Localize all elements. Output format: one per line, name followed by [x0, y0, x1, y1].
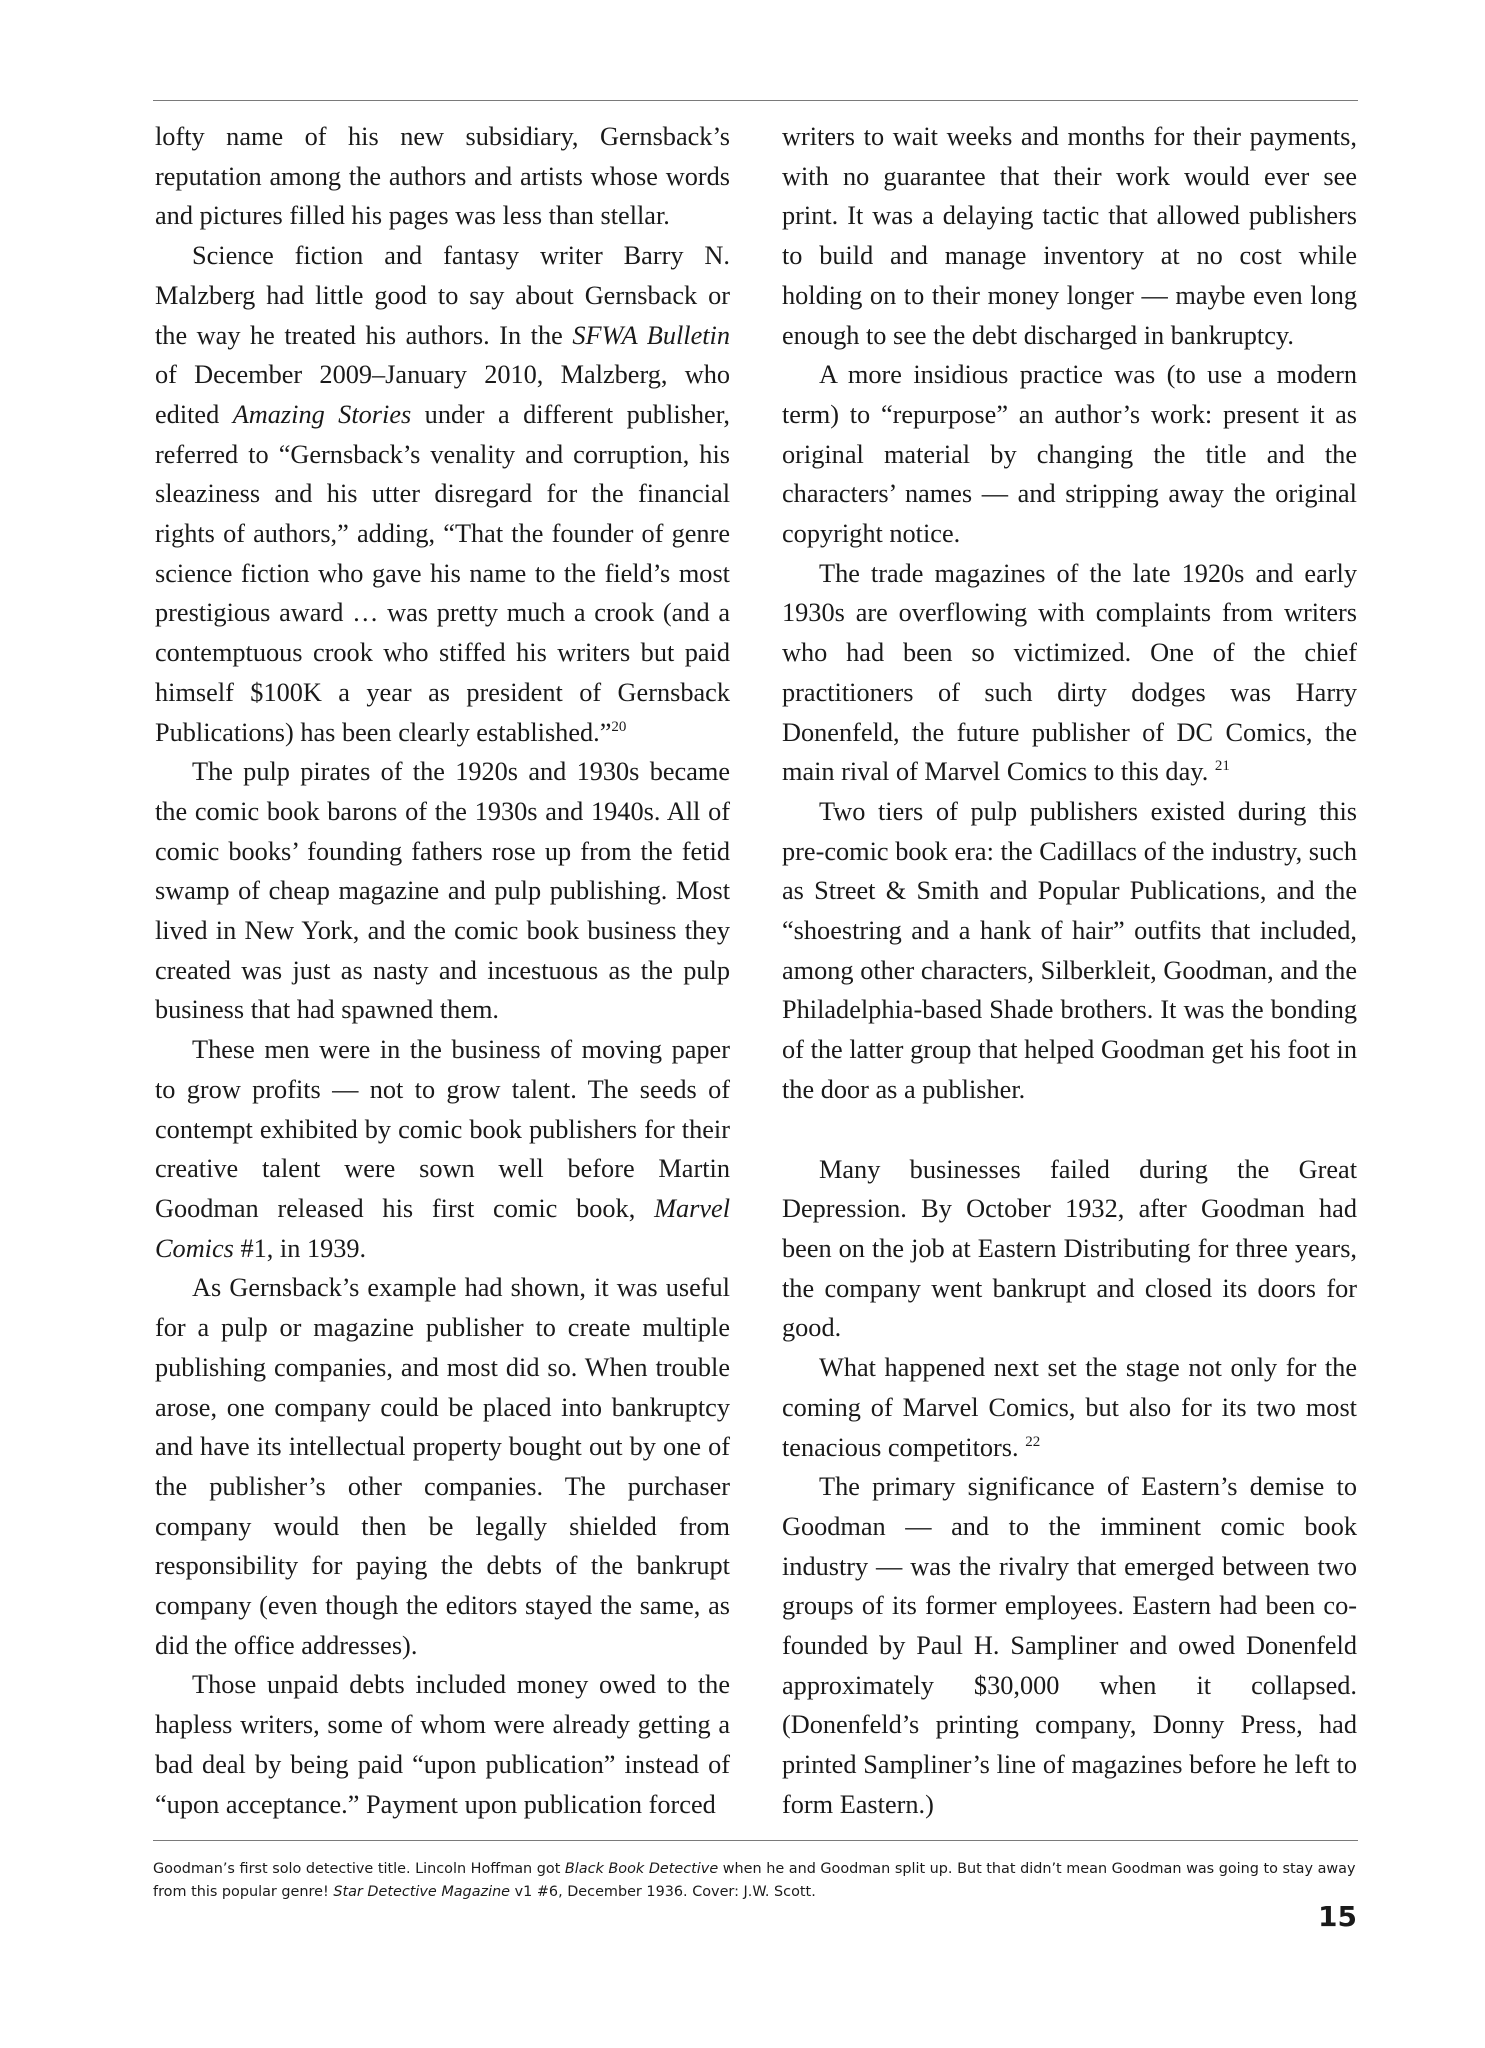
paragraph: These men were in the business of moving paper to grow profits — not to grow talent. The seeds of contempt exhibited by comic book publishers for their creative talent were sown well before Martin Goodman released his first comic book, Marvel Comics #1, in 1939. [155, 1035, 730, 1263]
paragraph: Many businesses failed during the Great Depression. By October 1932, after Goodman had been on the job at Eastern Distributing for three years, the company went bankrupt and closed its doors for good. [782, 1154, 1357, 1343]
paragraph: What happened next set the stage not only for the coming of Marvel Comics, but also for its two most tenacious competitors. $^{22}$ [782, 1353, 1357, 1462]
footnote-ref: 21 [1214, 758, 1230, 775]
paragraph: A more insidious practice was (to use a modern term) to “repurpose” an author’s work: present it as original material by changing the title and the characters’ names — and stripping away the original copyright notice. [782, 360, 1357, 549]
paragraph: Science fiction and fantasy writer Barry N. Malzberg had little good to say about Gernsback or the way he treated his authors. In the SFWA Bulletin of December 2009–January 2010, Malzberg, who edited Amazing Stories under a different publisher, referred to “Gernsback’s venality and corruption, his sleaziness and his utter disregard for the financial rights of authors,” adding, “That the founder of genre science fiction who gave his name to the field’s most prestigious award … was pretty much a crook (and a contemptuous crook who stiffed his writers but paid himself $100K a year as president of Gernsback Publications) has been clearly established.”$^{20}$ [155, 241, 731, 747]
paragraph: The trade magazines of the late 1920s and early 1930s are overflowing with complaints from writers who had been so victimized. One of the chief practitioners of such dirty dodges was Harry Donenfeld, the future publisher of DC Comics, the main rival of Marvel Comics to this day. $^{21}$ [782, 558, 1357, 787]
footnote-ref: 22 [1025, 1433, 1041, 1450]
paragraph: As Gernsback’s example had shown, it was useful for a pulp or magazine publisher to create multiple publishing companies, and most did so. When trouble arose, one company could be placed into bankruptcy and have its intellectual property bought out by one of the publisher’s other companies. The purchaser company would then be legally shielded from responsibility for paying the debts of the bankrupt company (even though the editors stayed the same, as did the office addresses). [155, 1273, 730, 1660]
paragraph: The pulp pirates of the 1920s and 1930s became the comic book barons of the 1930s and 1940s. All of comic books’ founding fathers rose up from the fetid swamp of cheap magazine and pulp publishing. Most lived in New York, and the comic book business they created was just as nasty and incestuous as the pulp business that had spawned them. [155, 757, 730, 1025]
paragraph: The primary significance of Eastern’s demise to Goodman — and to the imminent comic book industry — was the rivalry that emerged between two groups of its former employees. Eastern had been co-founded by Paul H. Sampliner and owed Donenfeld approximately $30,000 when it collapsed. (Donenfeld’s printing company, Donny Press, had printed Sampliner’s line of magazines before he left to form Eastern.) [782, 1472, 1357, 1819]
top-rule [153, 100, 1358, 101]
left-column [155, 117, 730, 1824]
paragraph: Those unpaid debts included money owed to the hapless writers, some of whom were already getting a bad deal by being paid “upon publication” instead of “upon acceptance.” Payment upon publication forced [155, 1670, 730, 1819]
bottom-rule [153, 1840, 1358, 1841]
page-number: 15 [1318, 1900, 1357, 1933]
right-column [782, 117, 1357, 1825]
paragraph: lofty name of his new subsidiary, Gernsback’s reputation among the authors and artists whose words and pictures filled his pages was less than stellar. [155, 122, 730, 231]
footnote-ref: 20 [611, 718, 627, 735]
paragraph: writers to wait weeks and months for their payments, with no guarantee that their work would ever see print. It was a delaying tactic that allowed publishers to build and manage inventory at no cost while holding on to their money longer — maybe even long enough to see the debt discharged in bankruptcy. [782, 122, 1357, 350]
image-caption: Goodman’s first solo detective title. Lincoln Hoffman got Black Book Detective when he and Goodman split up. But that didn’t mean Goodman was going to stay away from this popular genre! Star Detective Magazine v1 #6, December 1936. Cover: J.W. Scott. [153, 1861, 1356, 1900]
paragraph: Two tiers of pulp publishers existed during this pre-comic book era: the Cadillacs of the industry, such as Street & Smith and Popular Publications, and the “shoestring and a hank of hair” outfits that included, among other characters, Silberkleit, Goodman, and the Philadelphia-based Shade brothers. It was the bonding of the latter group that helped Goodman get his foot in the door as a publisher. [782, 796, 1357, 1104]
